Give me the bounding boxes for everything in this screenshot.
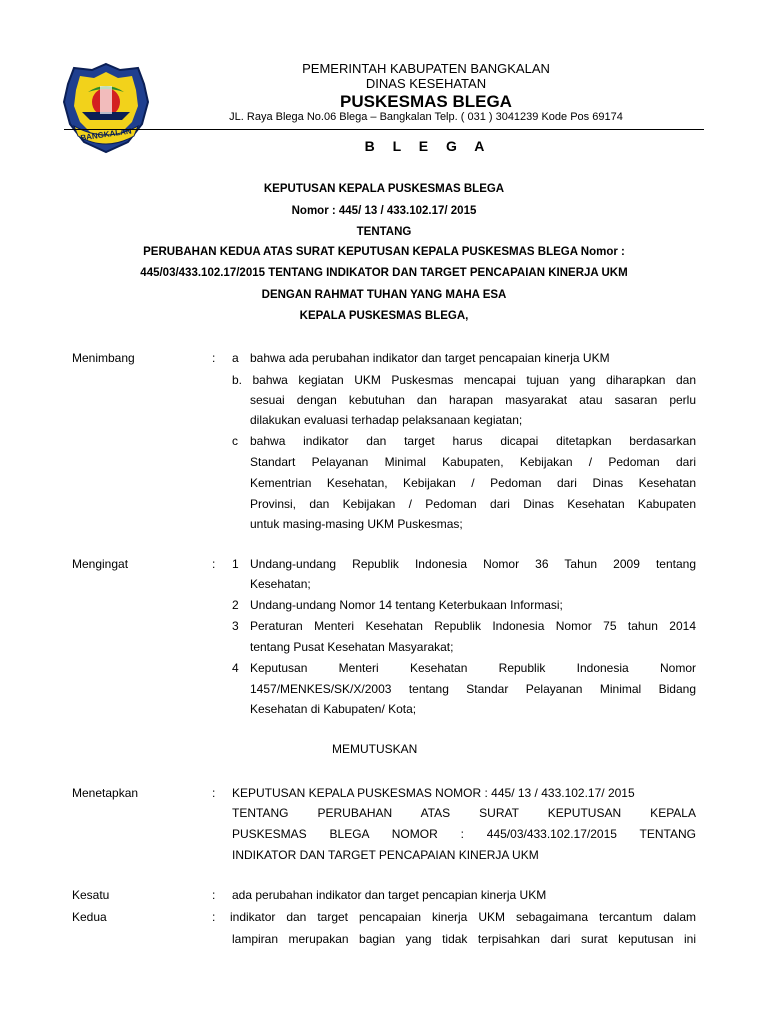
menimbang-a-text: bahwa ada perubahan indikator dan target pencapaian kinerja UKM xyxy=(250,351,610,365)
mengingat-colon: : xyxy=(212,557,216,571)
decree-invocation: DENGAN RAHMAT TUHAN YANG MAHA ESA xyxy=(261,289,507,301)
header-city: B L E G A xyxy=(364,138,492,154)
menimbang-c-line-4: Provinsi, dan Kebijakan / Pedoman dari Dinas Kesehatan Kabupaten xyxy=(250,497,696,511)
decree-tentang: TENTANG xyxy=(356,226,412,238)
mengingat-1-number: 1 xyxy=(232,557,239,571)
kedua-colon: : xyxy=(212,910,216,924)
kesatu-text: ada perubahan indikator dan target pencapian kinerja UKM xyxy=(232,888,547,902)
mengingat-4-line-2: 1457/MENKES/SK/X/2003 tentang Standar Pelayanan Minimal Bidang xyxy=(250,682,696,696)
menimbang-b-line-1: b. bahwa kegiatan UKM Puskesmas mencapai tujuan yang diharapkan dan xyxy=(232,373,696,387)
memutuskan-heading: MEMUTUSKAN xyxy=(332,742,418,756)
mengingat-4-number: 4 xyxy=(232,661,239,675)
header-institution: PUSKESMAS BLEGA xyxy=(340,92,512,111)
mengingat-1-line-2: Kesehatan; xyxy=(250,577,311,591)
kedua-label: Kedua xyxy=(72,910,107,924)
menetapkan-line-2: TENTANG PERUBAHAN ATAS SURAT KEPUTUSAN KEPALA xyxy=(232,806,696,820)
decree-subject-line-2: 445/03/433.102.17/2015 TENTANG INDIKATOR DAN TARGET PENCAPAIAN KINERJA UKM xyxy=(140,267,628,279)
menetapkan-line-3: PUSKESMAS BLEGA NOMOR : 445/03/433.102.17/2015 TENTANG xyxy=(232,827,696,841)
mengingat-1-line-1: Undang-undang Republik Indonesia Nomor 36 Tahun 2009 tentang xyxy=(250,557,696,571)
header-divider xyxy=(64,129,704,130)
decree-number: Nomor : 445/ 13 / 433.102.17/ 2015 xyxy=(291,205,477,217)
menimbang-c-line-5: untuk masing-masing UKM Puskesmas; xyxy=(250,517,463,531)
menimbang-b-line-2: sesuai dengan kebutuhan dan harapan masyarakat atau sasaran perlu xyxy=(250,393,696,407)
logo-banner-text: BANGKALAN xyxy=(79,126,133,143)
kesatu-colon: : xyxy=(212,888,216,902)
header-government: PEMERINTAH KABUPATEN BANGKALAN xyxy=(302,61,550,76)
menimbang-label: Menimbang xyxy=(72,351,135,365)
kedua-line-2: lampiran merupakan bagian yang tidak terpisahkan dari surat keputusan ini xyxy=(232,932,696,946)
menimbang-a-marker: a xyxy=(232,351,239,365)
mengingat-label: Mengingat xyxy=(72,557,129,571)
kesatu-label: Kesatu xyxy=(72,888,110,902)
mengingat-3-number: 3 xyxy=(232,619,239,633)
decree-subject-line-1: PERUBAHAN KEDUA ATAS SURAT KEPUTUSAN KEPALA PUSKESMAS BLEGA Nomor : xyxy=(143,246,625,258)
menetapkan-colon: : xyxy=(212,786,216,800)
menimbang-c-line-1: bahwa indikator dan target harus dicapai ditetapkan berdasarkan xyxy=(250,434,696,448)
mengingat-2-text: Undang-undang Nomor 14 tentang Keterbukaan Informasi; xyxy=(250,598,563,612)
menetapkan-line-4: INDIKATOR DAN TARGET PENCAPAIAN KINERJA UKM xyxy=(232,848,539,862)
mengingat-2-number: 2 xyxy=(232,598,239,612)
decree-head: KEPALA PUSKESMAS BLEGA, xyxy=(299,310,469,322)
menetapkan-line-1: KEPUTUSAN KEPALA PUSKESMAS NOMOR : 445/ 13 / 433.102.17/ 2015 xyxy=(232,786,635,800)
menimbang-b-line-3: dilakukan evaluasi terhadap pelaksanaan kegiatan; xyxy=(250,413,523,427)
mengingat-3-line-1: Peraturan Menteri Kesehatan Republik Indonesia Nomor 75 tahun 2014 xyxy=(250,619,696,633)
menimbang-c-line-2: Standart Pelayanan Minimal Kabupaten, Kebijakan / Pedoman dari xyxy=(250,455,696,469)
decree-title: KEPUTUSAN KEPALA PUSKESMAS BLEGA xyxy=(263,183,505,195)
menetapkan-label: Menetapkan xyxy=(72,786,139,800)
mengingat-4-line-3: Kesehatan di Kabupaten/ Kota; xyxy=(250,702,417,716)
menimbang-colon: : xyxy=(212,351,216,365)
header-department: DINAS KESEHATAN xyxy=(365,76,487,91)
header-address: JL. Raya Blega No.06 Blega – Bangkalan Telp. ( 031 ) 3041239 Kode Pos 69174 xyxy=(229,111,623,123)
menimbang-c-marker: c xyxy=(232,434,238,448)
mengingat-3-line-2: tentang Pusat Kesehatan Masyarakat; xyxy=(250,640,454,654)
mengingat-4-line-1: Keputusan Menteri Kesehatan Republik Indonesia Nomor xyxy=(250,661,696,675)
menimbang-c-line-3: Kementrian Kesehatan, Kebijakan / Pedoman dari Dinas Kesehatan xyxy=(250,476,696,490)
kedua-line-1: indikator dan target pencapaian kinerja UKM sebagaimana tercantum dalam xyxy=(230,910,696,924)
